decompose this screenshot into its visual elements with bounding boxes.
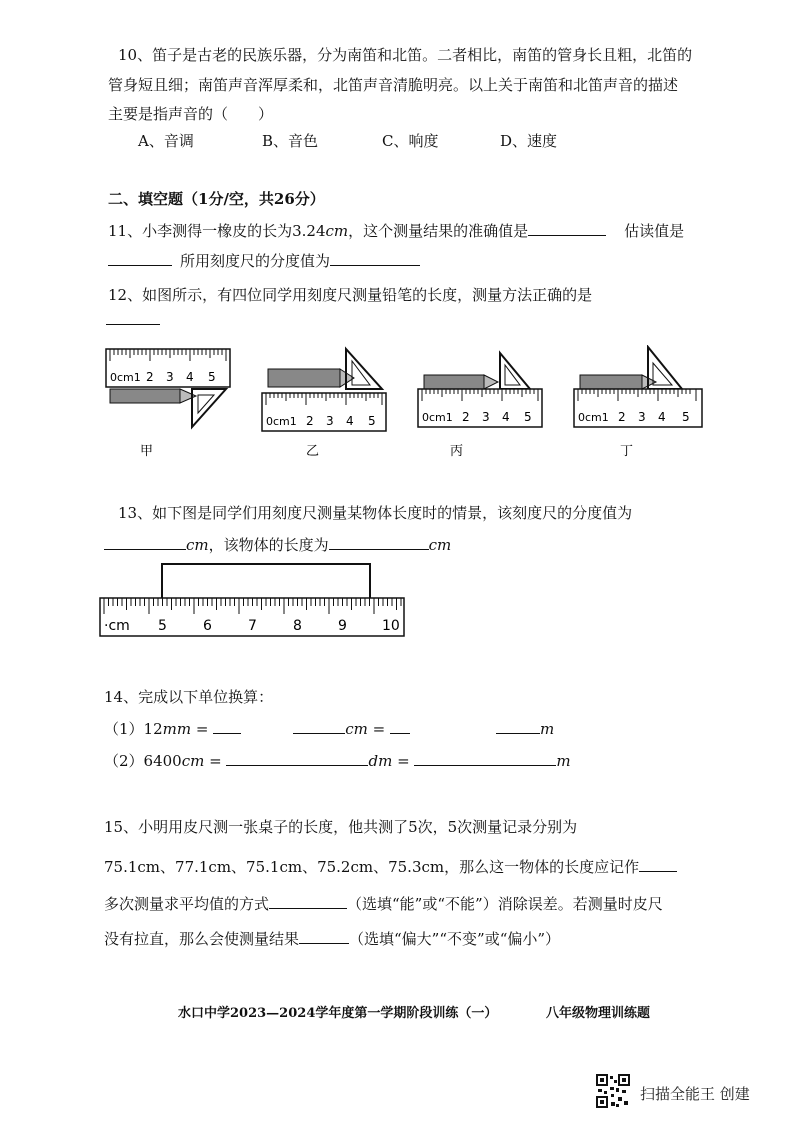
q15-text-3a: 多次测量求平均值的方式 — [104, 895, 270, 913]
q15-line1: 15、小明用皮尺测一张桌子的长度，他共测了5次，5次测量记录分别为 — [104, 818, 578, 836]
q11-text-b: ，这个测量结果的准确值是 — [348, 222, 529, 240]
q14-row2: （2）6400cm = dm = m — [104, 752, 571, 770]
q14-r2-unit2: m — [556, 752, 571, 770]
q11-unit: cm — [325, 222, 349, 240]
q15-blank-3[interactable] — [299, 929, 349, 944]
q11-line1 — [108, 220, 684, 241]
q10-option-d: D、速度 — [500, 132, 558, 150]
svg-text:4: 4 — [502, 410, 510, 424]
q13-line2 — [104, 534, 451, 555]
svg-text:5: 5 — [682, 410, 690, 424]
svg-text:丙: 丙 — [450, 444, 464, 459]
q14-r2-prefix: （2）6400 — [104, 752, 182, 770]
q15-blank-2[interactable] — [269, 894, 347, 909]
svg-text:2: 2 — [146, 370, 154, 384]
svg-text:0cm1: 0cm1 — [422, 411, 453, 424]
q15-line2 — [104, 856, 677, 877]
ruler-label: 10 — [382, 618, 400, 634]
q10-line1: 10、笛子是古老的民族乐器，分为南笛和北笛。二者相比，南笛的管身长且粗，北笛的 — [118, 46, 693, 64]
q15-text-2: 75.1cm、77.1cm、75.1cm、75.2cm、75.3cm，那么这一物体的长度应记作 — [104, 858, 640, 876]
q13-ruler-figure — [98, 560, 408, 640]
q14-r2-unit1: dm — [368, 752, 393, 770]
q12-blank[interactable] — [106, 324, 160, 325]
q10-line3: 主要是指声音的（ ） — [108, 105, 274, 123]
svg-text:5: 5 — [208, 370, 216, 384]
q14-r1-unit0: mm — [162, 720, 192, 738]
qr-code-icon — [596, 1074, 630, 1108]
q13-unit-1: cm — [186, 536, 209, 554]
q11-blank-3[interactable] — [330, 251, 420, 266]
svg-text:3: 3 — [166, 370, 174, 384]
q11-blank-2[interactable] — [108, 251, 172, 266]
q14-row1: （1）12mm = cm = m — [104, 720, 555, 738]
svg-text:甲: 甲 — [140, 444, 154, 459]
q14-r2-eq: = — [209, 752, 222, 770]
section-heading: 二、填空题（1分/空，共26分） — [108, 190, 325, 208]
q10-line2: 管身短且细；南笛声音浑厚柔和，北笛声音清脆明亮。以上关于南笛和北笛声音的描述 — [108, 76, 679, 94]
figure-bing — [418, 353, 542, 459]
q14-r1-blank-2[interactable] — [293, 719, 345, 734]
q13-blank-2[interactable] — [329, 535, 429, 550]
ruler-label: 6 — [203, 618, 212, 634]
q15-text-3b: （选填“能”或“不能”）消除误差。若测量时皮尺 — [347, 895, 663, 913]
q15-text-4a: 没有拉直，那么会使测量结果 — [104, 930, 300, 948]
svg-text:0cm1: 0cm1 — [110, 371, 141, 384]
q14-r2-blank-2[interactable] — [414, 751, 556, 766]
svg-text:0cm1: 0cm1 — [578, 411, 609, 424]
figure-yi — [262, 349, 386, 459]
scanner-watermark: 扫描全能王 创建 — [640, 1085, 750, 1103]
figure-jia — [106, 349, 230, 459]
q15-blank-1[interactable] — [639, 857, 677, 872]
ruler-label: ·cm — [104, 618, 130, 634]
footer-school: 水口中学2023—2024学年度第一学期阶段训练（一） — [178, 1006, 498, 1021]
q13-blank-1[interactable] — [104, 535, 186, 550]
svg-text:5: 5 — [368, 414, 376, 428]
q14-r1-blank-4[interactable] — [496, 719, 540, 734]
q13-mid: ，该物体的长度为 — [208, 536, 329, 554]
footer-subject: 八年级物理训练题 — [546, 1006, 651, 1021]
svg-text:4: 4 — [186, 370, 194, 384]
q15-line4 — [104, 928, 560, 949]
q11-line2 — [108, 250, 420, 271]
svg-text:3: 3 — [482, 410, 490, 424]
q14-r1-blank-1[interactable] — [213, 719, 241, 734]
svg-text:4: 4 — [346, 414, 354, 428]
ruler-label: 7 — [248, 618, 257, 634]
svg-text:0cm1: 0cm1 — [266, 415, 297, 428]
ruler-label: 9 — [338, 618, 347, 634]
q11-text-a: 11、小李测得一橡皮的长为3.24 — [108, 222, 326, 240]
ruler-label: 8 — [293, 618, 302, 634]
q15-text-4b: （选填“偏大”“不变”或“偏小”） — [349, 930, 561, 948]
svg-text:2: 2 — [618, 410, 626, 424]
svg-text:3: 3 — [326, 414, 334, 428]
q13-line1: 13、如下图是同学们用刻度尺测量某物体长度时的情景，该刻度尺的分度值为 — [118, 504, 633, 522]
q12-figure — [100, 345, 720, 465]
q12-line1: 12、如图所示，有四位同学用刻度尺测量铅笔的长度，测量方法正确的是 — [108, 286, 593, 304]
svg-text:5: 5 — [524, 410, 532, 424]
q14-r1-prefix: （1）12 — [104, 720, 163, 738]
q15-line3 — [104, 893, 663, 914]
q14-r1-unit2: m — [539, 720, 555, 738]
measured-object — [162, 564, 370, 598]
svg-text:2: 2 — [306, 414, 314, 428]
q11-text-d: 所用刻度尺的分度值为 — [180, 252, 331, 270]
q11-blank-1[interactable] — [528, 221, 606, 236]
figure-ding — [574, 347, 702, 459]
q14-r1-blank-3[interactable] — [390, 719, 410, 734]
svg-text:3: 3 — [638, 410, 646, 424]
q14-heading: 14、完成以下单位换算： — [104, 688, 274, 706]
ruler-label: 5 — [158, 618, 167, 634]
svg-text:丁: 丁 — [620, 444, 634, 459]
q14-r2-unit0: cm — [181, 752, 205, 770]
q13-unit-2: cm — [428, 536, 452, 554]
q14-r1-unit1: cm — [345, 720, 368, 738]
svg-text:2: 2 — [462, 410, 470, 424]
q14-r2-blank-1[interactable] — [226, 751, 368, 766]
q10-option-c: C、响度 — [382, 132, 439, 150]
svg-text:乙: 乙 — [306, 444, 320, 459]
q11-text-c: 估读值是 — [624, 222, 685, 240]
q10-option-a: A、音调 — [138, 132, 194, 150]
q10-option-b: B、音色 — [262, 132, 319, 150]
svg-text:4: 4 — [658, 410, 666, 424]
q14-r1-eq: = — [195, 720, 209, 738]
